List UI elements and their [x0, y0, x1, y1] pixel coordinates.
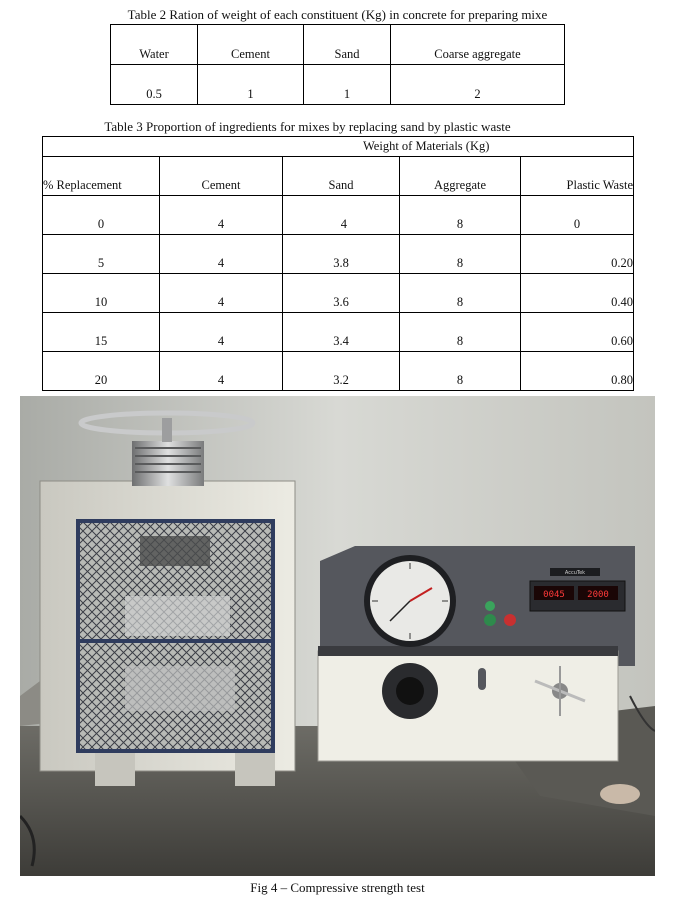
- table3-cell: 3.8: [283, 235, 400, 274]
- table2-cell: 2: [391, 65, 565, 105]
- table3-cell: 4: [283, 196, 400, 235]
- table2-cell: 1: [198, 65, 304, 105]
- table3-header-plastic-waste: Plastic Waste: [521, 157, 634, 196]
- table3-cell: 8: [400, 313, 521, 352]
- table3-cell: 8: [400, 352, 521, 391]
- table3-cell: 20: [43, 352, 160, 391]
- table3-cell: 8: [400, 196, 521, 235]
- table-row: [43, 313, 634, 352]
- compression-testing-machine-photo: [20, 396, 655, 876]
- table-row: [43, 274, 634, 313]
- table-row: [43, 352, 634, 391]
- table3-cell: 0.40: [521, 274, 634, 313]
- figure-caption: Fig 4 – Compressive strength test: [250, 880, 425, 895]
- table3-header-replacement: % Replacement: [43, 157, 160, 196]
- table3-cell: 0: [43, 196, 160, 235]
- table-row: [111, 25, 565, 65]
- table-row: [43, 196, 634, 235]
- table2-caption: Table 2 Ration of weight of each constituent (Kg) in concrete for preparing mixe: [127, 7, 548, 22]
- table3-cell: 10: [43, 274, 160, 313]
- table3-header-cement: Cement: [160, 157, 283, 196]
- table-3: [42, 136, 634, 391]
- table3-header-aggregate: Aggregate: [400, 157, 521, 196]
- table2-header-cement: Cement: [198, 25, 304, 65]
- table-row: [43, 137, 634, 157]
- table3-header-sand: Sand: [283, 157, 400, 196]
- table3-cell: 0.80: [521, 352, 634, 391]
- table3-cell: 8: [400, 235, 521, 274]
- table3-cell: 4: [160, 274, 283, 313]
- table3-cell: 8: [400, 274, 521, 313]
- table-row: [43, 235, 634, 274]
- table3-cell: 3.2: [283, 352, 400, 391]
- brand-label: AccuTek: [564, 570, 586, 576]
- table3-cell: 0: [521, 196, 634, 235]
- table3-cell: 4: [160, 313, 283, 352]
- display-left: 0045: [543, 590, 565, 600]
- table3-cell: 0.20: [521, 235, 634, 274]
- table2-header-sand: Sand: [304, 25, 391, 65]
- table3-group-header: Weight of Materials (Kg): [43, 137, 634, 157]
- table3-caption: Table 3 Proportion of ingredients for mixes by replacing sand by plastic waste: [104, 119, 511, 134]
- table3-cell: 4: [160, 352, 283, 391]
- table3-cell: 0.60: [521, 313, 634, 352]
- table-row: [43, 157, 634, 196]
- table3-cell: 3.6: [283, 274, 400, 313]
- table2-header-coarse-aggregate: Coarse aggregate: [391, 25, 565, 65]
- table2-cell: 0.5: [111, 65, 198, 105]
- table3-cell: 5: [43, 235, 160, 274]
- table-2: [110, 24, 565, 105]
- table3-cell: 15: [43, 313, 160, 352]
- table3-cell: 4: [160, 196, 283, 235]
- table2-header-water: Water: [111, 25, 198, 65]
- table3-cell: 4: [160, 235, 283, 274]
- table-row: [111, 65, 565, 105]
- table3-cell: 3.4: [283, 313, 400, 352]
- table2-cell: 1: [304, 65, 391, 105]
- display-right: 2000: [587, 590, 609, 600]
